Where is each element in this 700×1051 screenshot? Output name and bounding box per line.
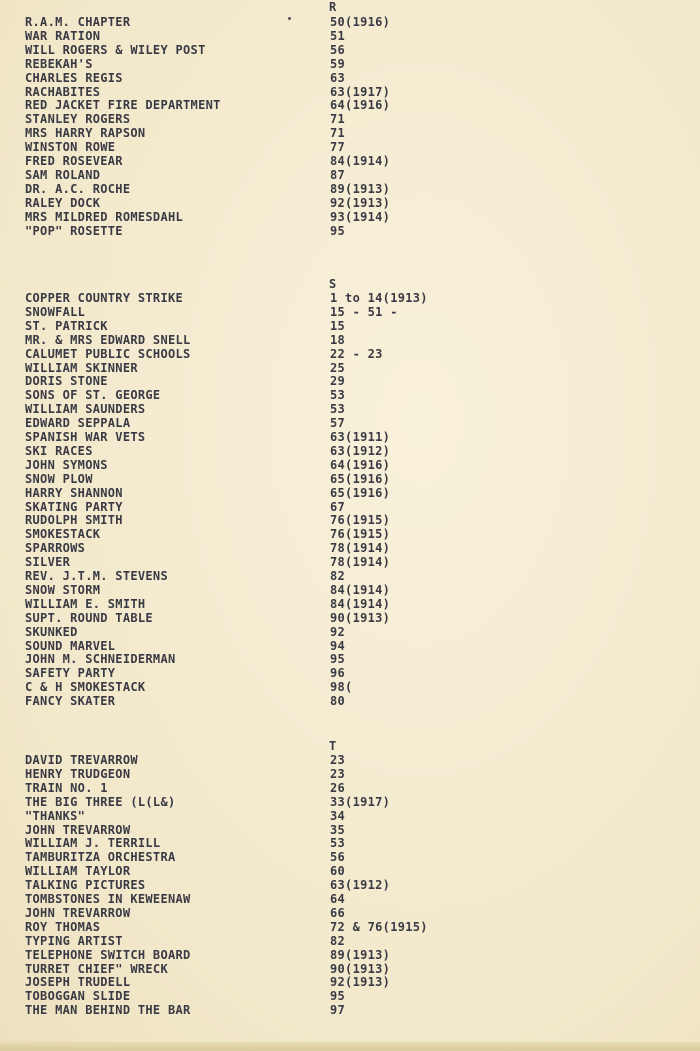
entry-page-ref: 64(1916)	[330, 98, 391, 113]
entry-name: SPARROWS	[25, 541, 86, 556]
index-entry	[0, 753, 700, 767]
entry-name: MRS MILDRED ROMESDAHL	[25, 209, 184, 224]
index-entry	[0, 680, 700, 694]
entry-page-ref: 59	[330, 56, 346, 71]
index-entry	[0, 43, 700, 57]
page-bottom-edge	[0, 1042, 700, 1051]
entry-name: THE BIG THREE (L(L&)	[25, 794, 176, 809]
entry-page-ref: 56	[330, 850, 346, 865]
entry-page-ref: 82	[330, 569, 346, 583]
entry-page-ref: 29	[330, 374, 346, 389]
index-entry	[0, 948, 700, 962]
index-entry	[0, 611, 700, 625]
index-entry	[0, 402, 700, 416]
entry-name: WILL ROGERS & WILEY POST	[25, 42, 206, 57]
entry-name: SUPT. ROUND TABLE	[25, 610, 153, 625]
index-entry	[0, 85, 700, 99]
entry-page-ref: 33(1917)	[330, 794, 391, 809]
index-entry	[0, 934, 700, 948]
entry-name: SKUNKED	[25, 624, 78, 639]
index-entry	[0, 666, 700, 680]
index-entry	[0, 513, 700, 527]
entry-page-ref: 80	[330, 694, 346, 709]
entry-name: DORIS STONE	[25, 374, 108, 389]
entry-name: EDWARD SEPPALA	[25, 416, 131, 431]
index-entry	[0, 472, 700, 486]
index-entry	[0, 962, 700, 976]
entry-name: WILLIAM SKINNER	[25, 360, 138, 375]
entry-page-ref: 60	[330, 864, 346, 879]
index-entry	[0, 29, 700, 43]
entry-page-ref: 84(1914)	[330, 596, 391, 611]
entry-page-ref: 89(1913)	[330, 947, 391, 962]
index-entry	[0, 154, 700, 168]
index-entry	[0, 920, 700, 934]
index-entry	[0, 569, 700, 583]
entry-name: ROY THOMAS	[25, 919, 101, 934]
entry-page-ref: 72 & 76(1915)	[330, 919, 428, 934]
entry-page-ref: 90(1913)	[330, 610, 391, 625]
entry-page-ref: 56	[330, 42, 346, 57]
index-entry	[0, 652, 700, 666]
entry-name: SNOW STORM	[25, 582, 101, 597]
entry-name: RACHABITES	[25, 84, 101, 99]
entry-page-ref: 63(1911)	[330, 430, 391, 444]
index-entry	[0, 210, 700, 224]
entry-page-ref: 51	[330, 28, 346, 43]
entry-page-ref: 71	[330, 112, 346, 127]
entry-page-ref: 95	[330, 989, 346, 1004]
index-entry	[0, 347, 700, 361]
entry-name: TYPING ARTIST	[25, 933, 123, 948]
entry-name: CALUMET PUBLIC SCHOOLS	[25, 346, 191, 361]
entry-name: SPANISH WAR VETS	[25, 430, 146, 444]
entry-page-ref: 67	[330, 499, 346, 514]
entry-name: "THANKS"	[25, 808, 86, 823]
index-entry	[0, 597, 700, 611]
entry-page-ref: 57	[330, 416, 346, 431]
entry-name: R.A.M. CHAPTER	[25, 15, 131, 29]
entry-name: THE MAN BEHIND THE BAR	[25, 1003, 191, 1018]
index-entry	[0, 809, 700, 823]
entry-name: WILLIAM TAYLOR	[25, 864, 131, 879]
entry-page-ref: 77	[330, 140, 346, 155]
index-entry	[0, 15, 700, 29]
entry-page-ref: 64	[330, 892, 346, 906]
entry-name: TAMBURITZA ORCHESTRA	[25, 850, 176, 865]
entry-page-ref: 71	[330, 126, 346, 141]
index-entry	[0, 333, 700, 347]
entry-name: REBEKAH'S	[25, 56, 93, 71]
entry-name: TRAIN NO. 1	[25, 780, 108, 795]
entry-name: JOHN TREVARROW	[25, 905, 131, 920]
entry-page-ref: 76(1915)	[330, 527, 391, 542]
index-entry	[0, 694, 700, 708]
entry-name: JOHN SYMONS	[25, 457, 108, 472]
entry-name: SAFETY PARTY	[25, 666, 116, 681]
index-entry	[0, 71, 700, 85]
entry-name: SNOWFALL	[25, 304, 86, 319]
entry-name: WILLIAM E. SMITH	[25, 596, 146, 611]
entry-page-ref: 53	[330, 402, 346, 417]
entry-page-ref: 78(1914)	[330, 555, 391, 570]
index-entry	[0, 57, 700, 71]
section-letter: T	[329, 739, 337, 753]
entry-name: RED JACKET FIRE DEPARTMENT	[25, 98, 221, 113]
entry-name: FRED ROSEVEAR	[25, 154, 123, 168]
entry-page-ref: 66	[330, 905, 346, 920]
entry-page-ref: 63	[330, 70, 346, 85]
index-entry	[0, 112, 700, 126]
index-entry	[0, 182, 700, 196]
index-entry	[0, 98, 700, 112]
entry-page-ref: 78(1914)	[330, 541, 391, 556]
entry-name: SAM ROLAND	[25, 167, 101, 182]
index-entry	[0, 374, 700, 388]
entry-name: SKI RACES	[25, 443, 93, 458]
entry-name: RUDOLPH SMITH	[25, 513, 123, 528]
entry-page-ref: 92	[330, 624, 346, 639]
entry-name: JOHN M. SCHNEIDERMAN	[25, 652, 176, 667]
entry-name: CHARLES REGIS	[25, 70, 123, 85]
entry-page-ref: 84(1914)	[330, 154, 391, 168]
entry-page-ref: 53	[330, 836, 346, 851]
entry-name: SONS OF ST. GEORGE	[25, 388, 161, 403]
index-entry	[0, 140, 700, 154]
index-entry	[0, 864, 700, 878]
index-entry	[0, 781, 700, 795]
entry-page-ref: 63(1917)	[330, 84, 391, 99]
entry-name: DAVID TREVARROW	[25, 753, 138, 767]
index-entry	[0, 823, 700, 837]
index-entry	[0, 224, 700, 238]
index-entry	[0, 541, 700, 555]
entry-name: REV. J.T.M. STEVENS	[25, 569, 168, 583]
index-entry	[0, 458, 700, 472]
index-entry	[0, 430, 700, 444]
entry-name: SNOW PLOW	[25, 471, 93, 486]
entry-name: FANCY SKATER	[25, 694, 116, 709]
entry-page-ref: 97	[330, 1003, 346, 1018]
index-entry	[0, 527, 700, 541]
entry-page-ref: 65(1916)	[330, 471, 391, 486]
entry-name: HARRY SHANNON	[25, 485, 123, 500]
entry-page-ref: 90(1913)	[330, 961, 391, 976]
index-entry	[0, 555, 700, 569]
index-entry	[0, 416, 700, 430]
entry-page-ref: 95	[330, 223, 346, 238]
entry-page-ref: 22 - 23	[330, 346, 383, 361]
section-letter: S	[329, 277, 337, 291]
entry-name: TOMBSTONES IN KEWEENAW	[25, 892, 191, 906]
entry-page-ref: 87	[330, 167, 346, 182]
entry-page-ref: 35	[330, 822, 346, 837]
index-entry	[0, 168, 700, 182]
entry-page-ref: 82	[330, 933, 346, 948]
entry-name: SOUND MARVEL	[25, 638, 116, 653]
entry-page-ref: 23	[330, 753, 346, 767]
entry-name: WILLIAM SAUNDERS	[25, 402, 146, 417]
entry-name: ST. PATRICK	[25, 318, 108, 333]
entry-page-ref: 95	[330, 652, 346, 667]
index-entry	[0, 361, 700, 375]
entry-page-ref: 50(1916)	[330, 15, 391, 29]
entry-name: SKATING PARTY	[25, 499, 123, 514]
entry-name: JOHN TREVARROW	[25, 822, 131, 837]
index-entry	[0, 583, 700, 597]
index-entry	[0, 975, 700, 989]
index-entry	[0, 305, 700, 319]
entry-page-ref: 15 - 51 -	[330, 304, 398, 319]
entry-name: COPPER COUNTRY STRIKE	[25, 291, 184, 305]
index-entry	[0, 196, 700, 210]
entry-page-ref: 26	[330, 780, 346, 795]
entry-name: SMOKESTACK	[25, 527, 101, 542]
index-entry	[0, 486, 700, 500]
entry-name: STANLEY ROGERS	[25, 112, 131, 127]
entry-name: "POP" ROSETTE	[25, 223, 123, 238]
entry-name: WILLIAM J. TERRILL	[25, 836, 161, 851]
index-entry	[0, 878, 700, 892]
index-entry	[0, 850, 700, 864]
entry-name: MRS HARRY RAPSON	[25, 126, 146, 141]
entry-page-ref: 25	[330, 360, 346, 375]
index-entry	[0, 906, 700, 920]
entry-page-ref: 89(1913)	[330, 181, 391, 196]
entry-page-ref: 98(	[330, 680, 353, 695]
index-entry	[0, 836, 700, 850]
entry-page-ref: 92(1913)	[330, 975, 391, 990]
entry-name: TELEPHONE SWITCH BOARD	[25, 947, 191, 962]
index-entry	[0, 639, 700, 653]
entry-name: WINSTON ROWE	[25, 140, 116, 155]
index-entry	[0, 319, 700, 333]
index-entry	[0, 989, 700, 1003]
index-entry	[0, 388, 700, 402]
entry-name: TALKING PICTURES	[25, 878, 146, 893]
entry-name: C & H SMOKESTACK	[25, 680, 146, 695]
index-entry	[0, 291, 700, 305]
entry-page-ref: 15	[330, 318, 346, 333]
entry-name: MR. & MRS EDWARD SNELL	[25, 332, 191, 347]
entry-name: SILVER	[25, 555, 71, 570]
index-entry	[0, 892, 700, 906]
entry-page-ref: 92(1913)	[330, 195, 391, 210]
index-entry	[0, 444, 700, 458]
index-entry	[0, 1003, 700, 1017]
entry-page-ref: 76(1915)	[330, 513, 391, 528]
entry-name: TURRET CHIEF" WRECK	[25, 961, 168, 976]
entry-page-ref: 93(1914)	[330, 209, 391, 224]
entry-page-ref: 94	[330, 638, 346, 653]
entry-page-ref: 64(1916)	[330, 457, 391, 472]
entry-name: RALEY DOCK	[25, 195, 101, 210]
index-entry	[0, 500, 700, 514]
entry-page-ref: 84(1914)	[330, 582, 391, 597]
index-entry	[0, 625, 700, 639]
entry-name: TOBOGGAN SLIDE	[25, 989, 131, 1004]
entry-page-ref: 96	[330, 666, 346, 681]
entry-name: WAR RATION	[25, 28, 101, 43]
entry-page-ref: 34	[330, 808, 346, 823]
entry-page-ref: 65(1916)	[330, 485, 391, 500]
entry-name: JOSEPH TRUDELL	[25, 975, 131, 990]
index-entry	[0, 126, 700, 140]
entry-name: HENRY TRUDGEON	[25, 766, 131, 781]
entry-page-ref: 63(1912)	[330, 443, 391, 458]
index-entry	[0, 767, 700, 781]
entry-name: DR. A.C. ROCHE	[25, 181, 131, 196]
index-entry	[0, 795, 700, 809]
entry-page-ref: 53	[330, 388, 346, 403]
entry-page-ref: 18	[330, 332, 346, 347]
entry-page-ref: 63(1912)	[330, 878, 391, 893]
entry-page-ref: 1 to 14(1913)	[330, 291, 428, 305]
section-letter: R	[329, 0, 337, 14]
entry-page-ref: 23	[330, 766, 346, 781]
